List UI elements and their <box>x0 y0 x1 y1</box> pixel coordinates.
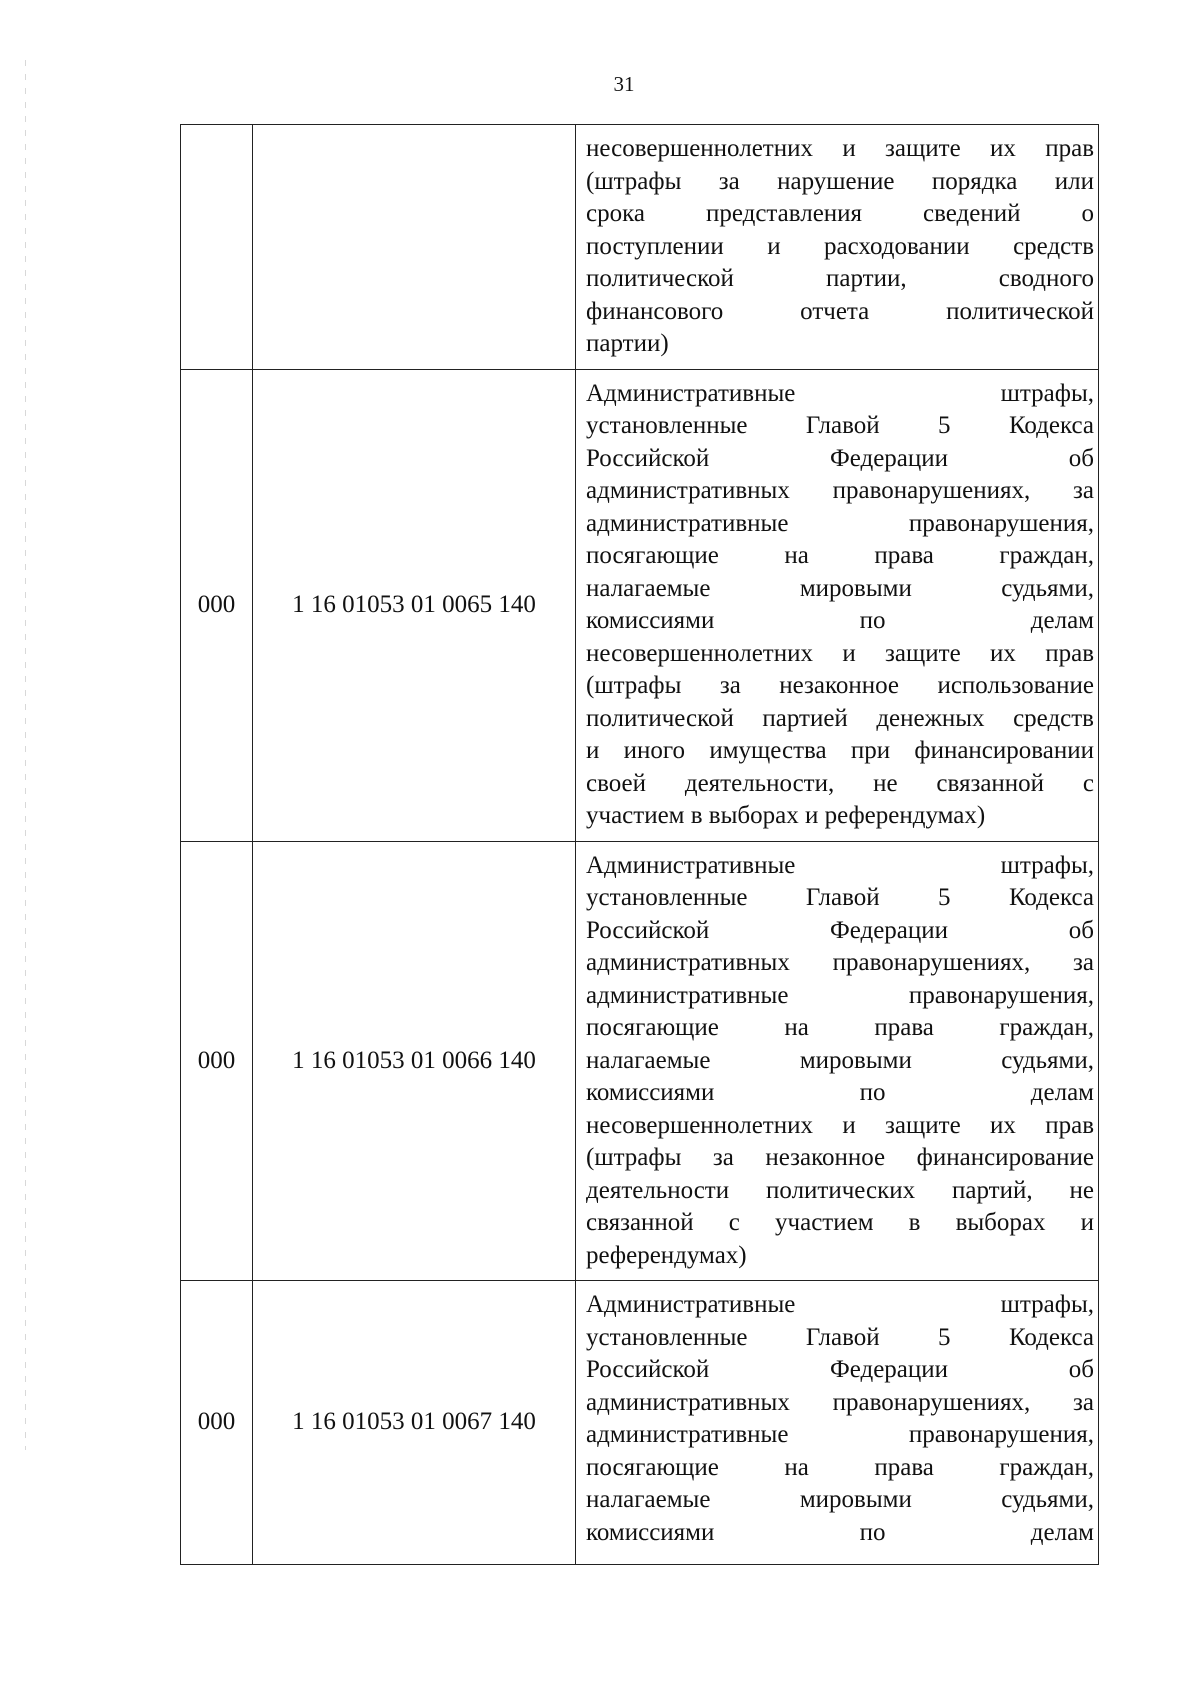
table-row <box>181 841 1099 1281</box>
admin-code-cell: 000 <box>181 841 253 1281</box>
admin-code-cell: 000 <box>181 369 253 841</box>
description-line: административные правонарушения, <box>586 509 1094 537</box>
description-cell <box>576 841 1099 1281</box>
description-line: деятельности политических партий, не <box>586 1176 1094 1204</box>
description-line: административных правонарушениях, за <box>586 949 1094 976</box>
description-line: связанной с участием в выборах и <box>586 1209 1094 1236</box>
description-line: комиссиями по делам <box>586 1518 1094 1546</box>
description-line: налагаемые мировыми судьями, <box>586 574 1094 602</box>
description-line: финансового отчета политической <box>586 297 1094 325</box>
description-line: административные правонарушения, <box>586 1421 1094 1448</box>
budget-code-cell: 1 16 01053 01 0067 140 <box>253 1281 576 1565</box>
description-line: несовершеннолетних и защите их прав <box>586 639 1094 667</box>
description-line: административные правонарушения, <box>586 981 1094 1009</box>
admin-code-cell: 000 <box>181 1281 253 1565</box>
description-line: и иного имущества при финансировании <box>586 737 1094 764</box>
budget-code-cell <box>253 125 576 370</box>
description-line: административных правонарушениях, за <box>586 1388 1094 1416</box>
description-line: комиссиями по делам <box>586 607 1094 634</box>
description-line: политической партии, сводного <box>586 265 1094 292</box>
description-line: посягающие на права граждан, <box>586 1014 1094 1041</box>
description-line: Российской Федерации об <box>586 444 1094 472</box>
description-line: поступлении и расходовании средств <box>586 232 1094 260</box>
description-line: (штрафы за незаконное финансирование <box>586 1144 1094 1171</box>
description-line: налагаемые мировыми судьями, <box>586 1486 1094 1513</box>
budget-code-cell: 1 16 01053 01 0065 140 <box>253 369 576 841</box>
description-line: установленные Главой 5 Кодекса <box>586 412 1094 439</box>
description-line: административных правонарушениях, за <box>586 477 1094 504</box>
description-line: налагаемые мировыми судьями, <box>586 1046 1094 1074</box>
description-line: (штрафы за незаконное использование <box>586 672 1094 699</box>
table-row <box>181 1281 1099 1565</box>
page-number: 31 <box>613 72 635 96</box>
description-line: посягающие на права граждан, <box>586 1453 1094 1481</box>
description-line: срока представления сведений о <box>586 200 1094 227</box>
description-line: участием в выборах и референдумах) <box>586 802 986 829</box>
description-cell <box>576 125 1099 370</box>
table-row <box>181 125 1099 370</box>
description-line: своей деятельности, не связанной с <box>586 769 1094 797</box>
budget-code-cell: 1 16 01053 01 0066 140 <box>253 841 576 1281</box>
description-cell <box>576 369 1099 841</box>
table-row <box>181 369 1099 841</box>
description-line: Административные штрафы, <box>586 1291 1094 1318</box>
description-line: несовершеннолетних и защите их прав <box>586 1111 1094 1139</box>
description-line: Российской Федерации об <box>586 1356 1094 1383</box>
scan-edge-mark <box>25 60 26 1450</box>
description-line: Административные штрафы, <box>586 379 1094 407</box>
description-line: несовершеннолетних и защите их прав <box>586 135 1094 162</box>
description-line: (штрафы за нарушение порядка или <box>586 167 1094 195</box>
description-line: установленные Главой 5 Кодекса <box>586 884 1094 911</box>
description-line: установленные Главой 5 Кодекса <box>586 1323 1094 1351</box>
description-line: комиссиями по делам <box>586 1079 1094 1106</box>
description-cell <box>576 1281 1099 1565</box>
description-line: партии) <box>586 330 669 357</box>
admin-code-cell <box>181 125 253 370</box>
description-line: Административные штрафы, <box>586 851 1094 879</box>
table-body <box>181 125 1099 1565</box>
description-line: Российской Федерации об <box>586 916 1094 944</box>
description-line: политической партией денежных средств <box>586 704 1094 732</box>
description-line: посягающие на права граждан, <box>586 542 1094 569</box>
description-line: референдумах) <box>586 1241 747 1269</box>
budget-classification-table <box>180 124 1099 1565</box>
